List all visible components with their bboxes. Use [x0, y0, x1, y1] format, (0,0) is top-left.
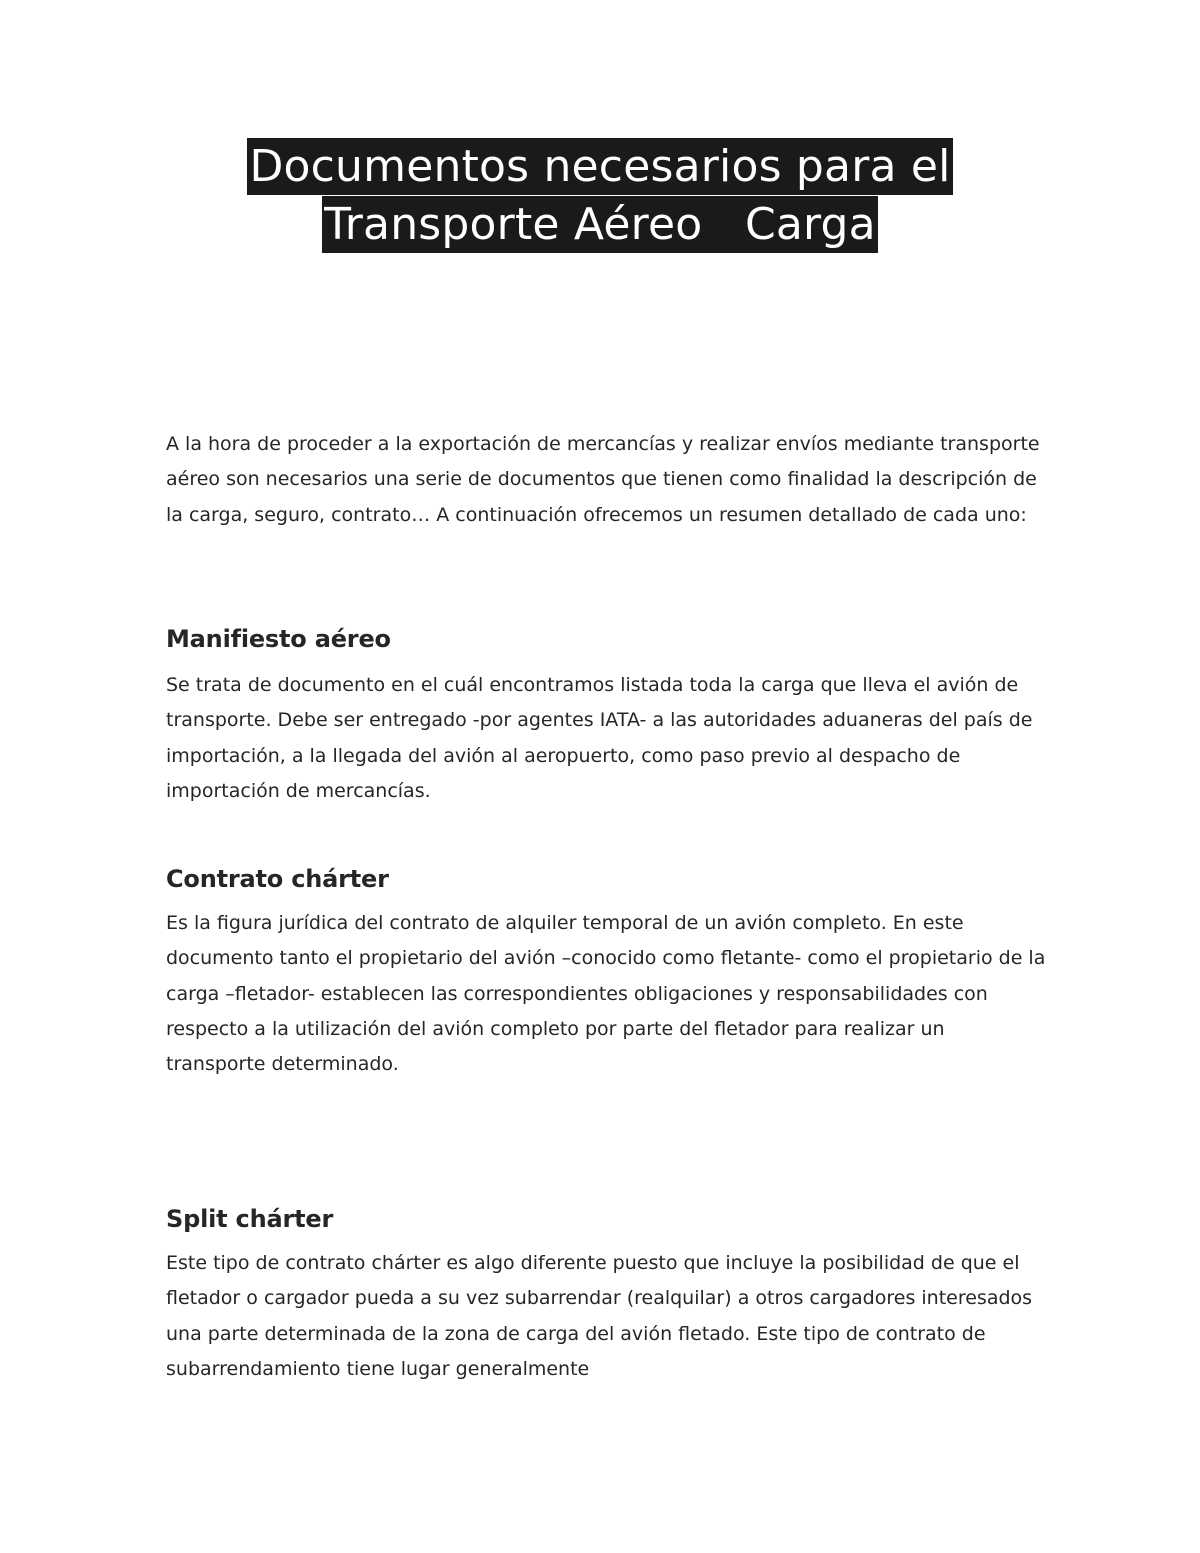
document-title [0, 138, 1200, 254]
section-heading-split-charter: Split chárter [166, 1205, 334, 1233]
intro-paragraph: A la hora de proceder a la exportación de mercancías y realizar envíos mediante transporte aéreo son necesarios una serie de documentos que tienen como finalidad la descripción de la carga, seguro, contrato… A continuación ofrecemos un resumen detallado de cada uno: [166, 433, 1040, 526]
title-line-1: Documentos necesarios para el [247, 138, 952, 195]
title-line-2: Transporte Aéreo Carga [322, 196, 878, 253]
section-body-split-charter: Este tipo de contrato chárter es algo diferente puesto que incluye la posibilidad de que el fletador o cargador pueda a su vez subarrendar (realquilar) a otros cargadores interesados una parte determinada de la zona de carga del avión fletado. Este tipo de contrato de subarrendamiento tiene lugar generalmente [166, 1252, 1033, 1380]
section-heading-manifiesto: Manifiesto aéreo [166, 625, 391, 653]
section-body-manifiesto: Se trata de documento en el cuál encontramos listada toda la carga que lleva el avión de transporte. Debe ser entregado -por agentes IATA- a las autoridades aduaneras del país de importación, a la llegada del avión al aeropuerto, como paso previo al despacho de importación de mercancías. [166, 674, 1033, 802]
section-body-contrato-charter: Es la figura jurídica del contrato de alquiler temporal de un avión completo. En este documento tanto el propietario del avión –conocido como fletante- como el propietario de la carga –fletador- establecen las correspondientes obligaciones y responsabilidades con respecto a la utilización del avión completo por parte del fletador para realizar un transporte determinado. [166, 912, 1046, 1076]
section-heading-contrato-charter: Contrato chárter [166, 865, 389, 893]
